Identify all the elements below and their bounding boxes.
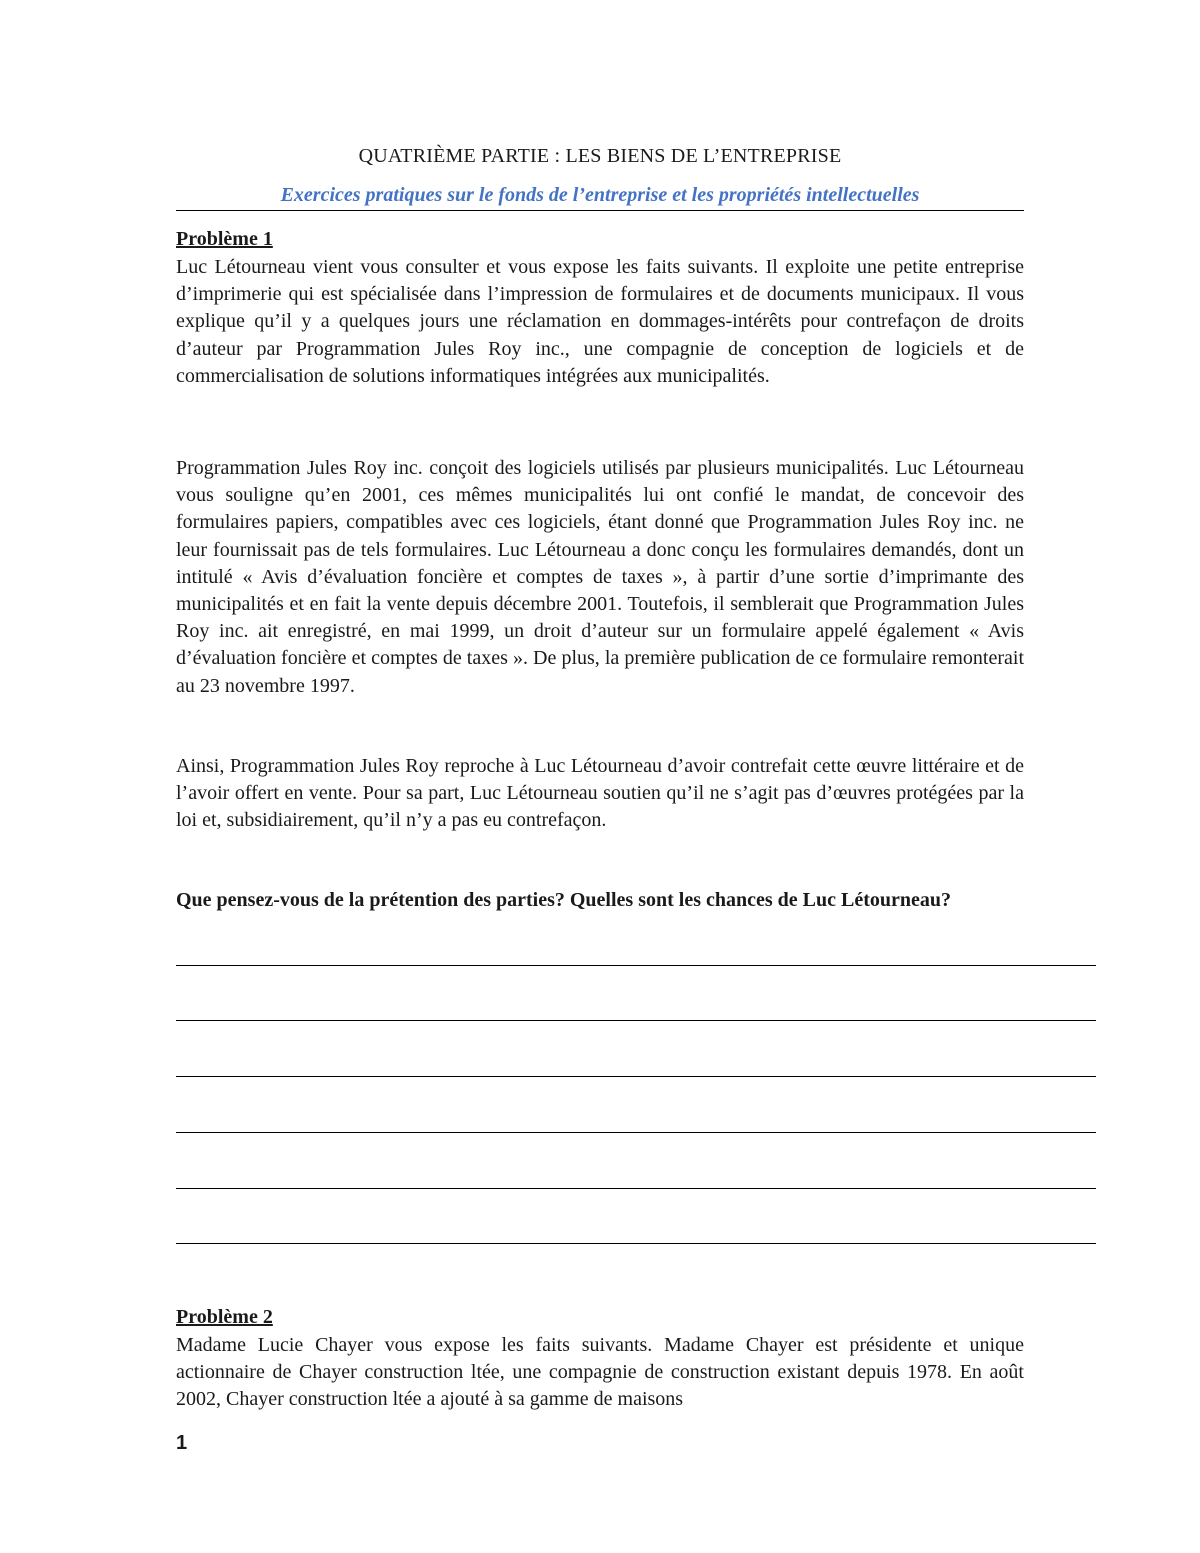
problem-2-paragraph-1: Madame Lucie Chayer vous expose les faits suivants. Madame Chayer est présidente et unique actionnaire de Chayer construction ltée, une compagnie de construction existant depuis 1978. En août 2002, Chayer construction ltée a ajouté à sa gamme de maisons [176, 1334, 1024, 1411]
problem-2-heading: Problème 2 [176, 1306, 273, 1328]
answer-line-1[interactable] [176, 965, 1096, 966]
answer-line-3[interactable] [176, 1076, 1096, 1077]
answer-line-2[interactable] [176, 1020, 1096, 1021]
page-subtitle: Exercices pratiques sur le fonds de l’entreprise et les propriétés intellectuelles [176, 181, 1024, 211]
problem-1-paragraph-1: Luc Létourneau vient vous consulter et vous expose les faits suivants. Il exploite une petite entreprise d’imprimerie qui est spécialisée dans l’impression de formulaires et de documents municipaux. Il vous explique qu’il y a quelques jours une réclamation en dommages-intérêts pour contrefaçon de droits d’auteur par Programmation Jules Roy inc., une compagnie de conception de logiciels et de commercialisation de solutions informatiques intégrées aux municipalités. [176, 256, 1024, 387]
problem-1-paragraph-2: Programmation Jules Roy inc. conçoit des logiciels utilisés par plusieurs municipalités. Luc Létourneau vous souligne qu’en 2001, ces mêmes municipalités lui ont confié le mandat, de concevoir des formulaires papiers, compatibles avec ces logiciels, étant donné que Programmation Jules Roy inc. ne leur fournissait pas de tels formulaires. Luc Létourneau a donc conçu les formulaires demandés, dont un intitulé « Avis d’évaluation foncière et comptes de taxes », à partir d’une sortie d’imprimante des municipalités et en fait la vente depuis décembre 2001. Toutefois, il semblerait que Programmation Jules Roy inc. ait enregistré, en mai 1999, un droit d’auteur sur un formulaire appelé également « Avis d’évaluation foncière et comptes de taxes ». De plus, la première publication de ce formulaire remonterait au 23 novembre 1997. [176, 457, 1024, 697]
problem-1-paragraph-3: Ainsi, Programmation Jules Roy reproche à Luc Létourneau d’avoir contrefait cette œuvre littéraire et de l’avoir offert en vente. Pour sa part, Luc Létourneau soutien qu’il ne s’agit pas d’œuvres protégées par la loi et, subsidiairement, qu’il n’y a pas eu contrefaçon. [176, 755, 1024, 832]
answer-line-5[interactable] [176, 1188, 1096, 1189]
page-title: QUATRIÈME PARTIE : LES BIENS DE L’ENTREPRISE [358, 145, 842, 167]
problem-1-question: Que pensez-vous de la prétention des parties? Quelles sont les chances de Luc Létourneau? [176, 889, 951, 911]
answer-line-4[interactable] [176, 1132, 1096, 1133]
page-number: 1 [176, 1432, 188, 1454]
problem-1-heading: Problème 1 [176, 228, 273, 250]
answer-line-6[interactable] [176, 1243, 1096, 1244]
